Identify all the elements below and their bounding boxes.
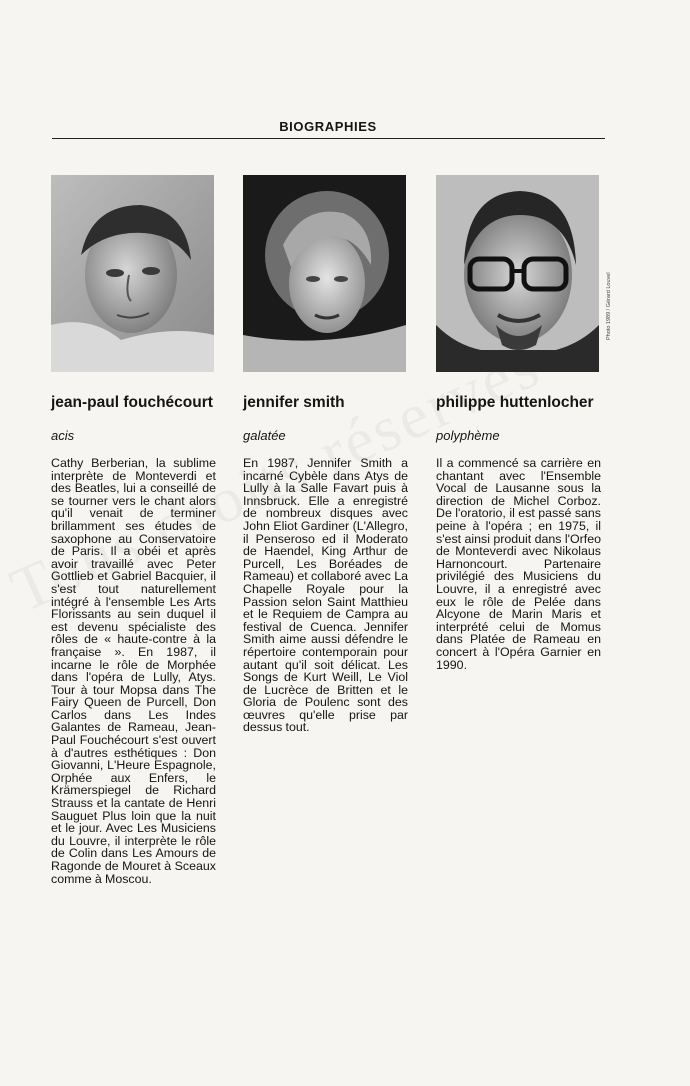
photo-credit-container xyxy=(606,272,616,420)
artist-bio: Cathy Berberian, la sublime interprète de Monteverdi et des Beatles, lui a conseillé de se tourner vers le chant alors qu'il venait de terminer brillamment ses études de saxophone au Conservatoire de Paris. Il a obéi et après avoir travaillé avec Peter Gottlieb et Gabriel Bacquier, il s'est tout naturellement intégré à l'ensemble Les Arts Florissants au sein duquel il est devenu spécialiste des rôles de « haute-contre à la française ». En 1987, il incarne le rôle de Morphée dans l'opéra de Lully, Atys. Tour à tour Mopsa dans The Fairy Queen de Purcell, Don Carlos dans Les Indes Galantes de Rameau, Jean-Paul Fouchécourt s'est ouvert à d'autres esthétiques : Don Giovanni, L'Heure Espagnole, Orphée aux Enfers, le Krämerspiegel de Richard Strauss et la cantate de Henri Sauguet Plus loin que la nuit et le jour. Avec Les Musiciens du Louvre, il interprète le rôle de Colin dans Les Amours de Ragonde de Mouret à Sceaux comme à Moscou. xyxy=(51,456,216,886)
portrait-photo-smith xyxy=(243,175,406,372)
portrait-photo-huttenlocher xyxy=(436,175,599,372)
artist-role: galatée xyxy=(243,428,286,443)
artist-name: jennifer smith xyxy=(243,394,345,411)
portrait-image xyxy=(436,175,599,372)
portrait-photo-fouchecourt xyxy=(51,175,214,372)
photo-credit: Photo 1989 / Gérard Louvel xyxy=(606,272,612,340)
header-rule xyxy=(52,138,605,139)
artist-column-1 xyxy=(51,175,216,885)
portrait-image xyxy=(243,175,406,372)
portrait-image xyxy=(51,175,214,372)
artist-bio: Il a commencé sa carrière en chantant avec l'Ensemble Vocal de Lausanne sous la direction de Michel Corboz. De l'oratorio, il est passé sans peine à l'opéra ; en 1975, il s'est ainsi produit dans l'Orfeo de Monteverdi avec Nikolaus Harnoncourt. Partenaire privilégié des Musiciens du Louvre, il a enregistré avec eux le rôle de Pelée dans Alcyone de Marin Maris et interprété celui de Momus dans Platée de Rameau en concert à l'Opéra Garnier en 1990. xyxy=(436,456,601,672)
artist-role: acis xyxy=(51,428,75,443)
artist-name: jean-paul fouchécourt xyxy=(51,394,213,411)
artist-column-2 xyxy=(243,175,408,734)
section-title: BIOGRAPHIES xyxy=(279,119,377,134)
artist-bio: En 1987, Jennifer Smith a incarné Cybèle dans Atys de Lully à la Salle Favart puis à Innsbruck. Elle a enregistré de nombreux disques avec John Eliot Gardiner (L'Allegro, il Penseroso ed il Moderato de Haendel, King Arthur de Purcell, Les Boréades de Rameau) et collaboré avec La Chapelle Royale pour la Passion selon Saint Matthieu et le Requiem de Campra au festival de Cuenca. Jennifer Smith aime aussi défendre le répertoire contemporain pour autant qu'il soit délicat. Les Songs de Kurt Weill, Le Viol de Lucrèce de Britten et le Gloria de Poulenc sont des œuvres qu'elle prise par dessus tout. xyxy=(243,456,408,735)
artist-name: philippe huttenlocher xyxy=(436,394,594,411)
artist-column-3 xyxy=(436,175,601,671)
artist-role: polyphème xyxy=(436,428,500,443)
